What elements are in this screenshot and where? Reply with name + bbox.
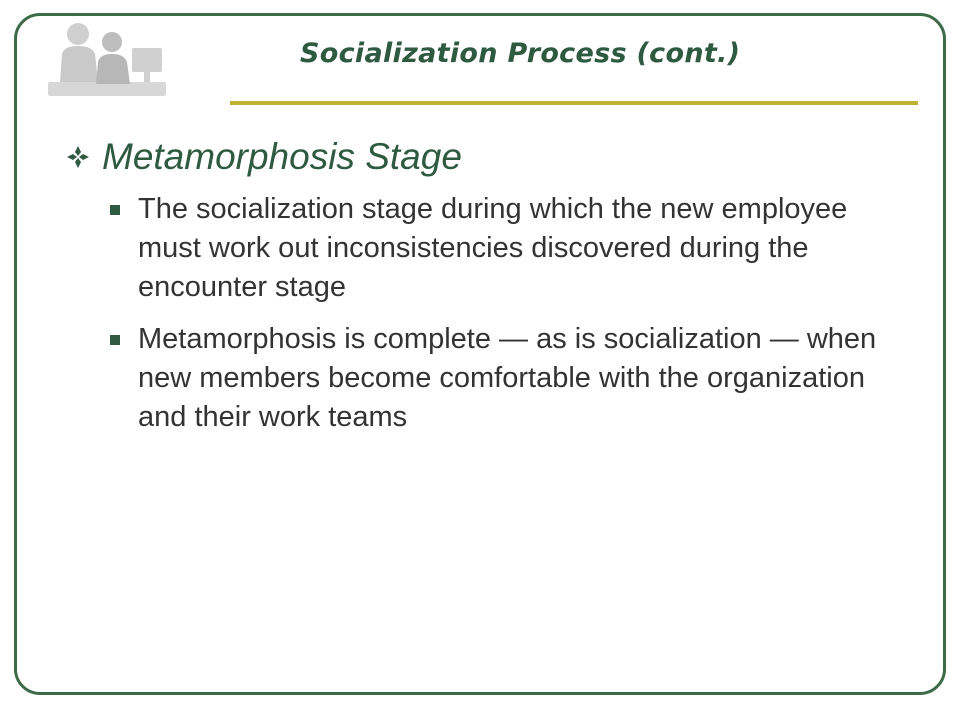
bullet-list: [108, 190, 888, 450]
bullet-text: Metamorphosis is complete — as is socialization — when new members become comfortable with the organization and their work teams: [138, 323, 877, 433]
heading-row: [66, 135, 462, 179]
title-underline: [230, 101, 918, 105]
diamond-bullet-icon: [66, 145, 90, 169]
business-people-silhouette-icon: [40, 18, 170, 100]
bullet-item: [108, 190, 888, 307]
square-bullet-icon: [110, 205, 120, 215]
stage-heading: Metamorphosis Stage: [102, 136, 462, 177]
bullet-text: The socialization stage during which the new employee must work out inconsistencies discovered during the encounter stage: [138, 193, 848, 303]
bullet-item: [108, 320, 888, 437]
slide-title: Socialization Process (cont.): [300, 38, 741, 69]
square-bullet-icon: [110, 335, 120, 345]
